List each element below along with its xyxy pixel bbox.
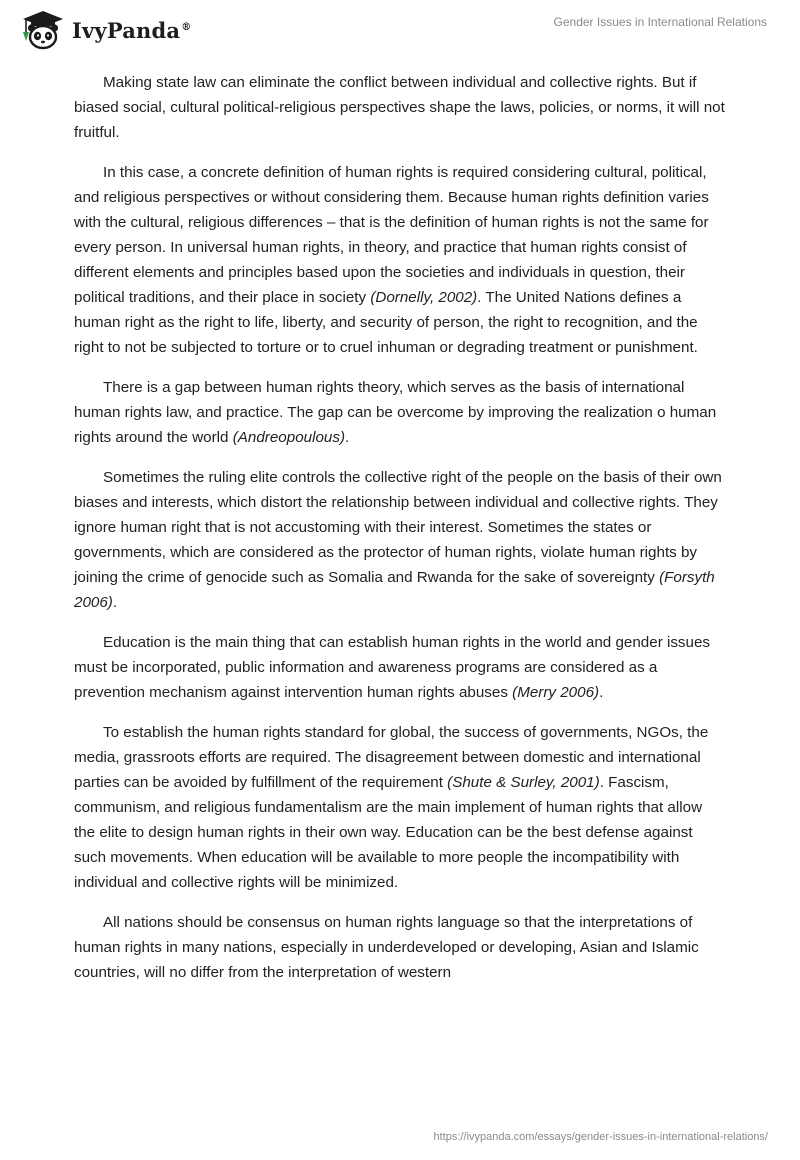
paragraph-1 — [74, 70, 726, 145]
brand-name-text: IvyPanda — [72, 17, 181, 43]
paragraph-5 — [74, 630, 726, 705]
paragraph-text: In this case, a concrete definition of human rights is required considering cultural, political, and religious perspectives or without considering them. Because human rights definition varies with the cultural, religious differences – that is the definition of human rights is not the same for every person. In universal human rights, in theory, and practice that human rights consist of different elements and principles based upon the societies and individuals in question, their political traditions, and their place in society — [74, 164, 709, 306]
registered-mark: ® — [181, 21, 192, 33]
paragraph-2 — [74, 160, 726, 360]
paragraph-text-tail: . — [345, 429, 350, 446]
paragraph-text: Education is the main thing that can establish human rights in the world and gender issues must be incorporated, public information and awareness programs are considered as a prevention mechanism against intervention human rights abuses — [74, 634, 711, 701]
brand-name — [72, 18, 191, 43]
citation: (Shute & Surley, 2001) — [447, 774, 600, 791]
paragraph-4 — [74, 465, 726, 615]
paragraph-6 — [74, 720, 726, 895]
citation: (Forsyth 2006) — [74, 569, 715, 611]
paragraph-text-tail: . — [599, 684, 604, 701]
ivypanda-logo[interactable] — [14, 8, 191, 52]
paragraph-text: Making state law can eliminate the conflict between individual and collective rights. But if biased social, cultural political-religious perspectives shape the laws, policies, or norms, it will not fruitful. — [74, 74, 725, 141]
citation: (Andreopoulous) — [232, 429, 346, 446]
paragraph-text-tail: . The United Nations defines a human right as the right to life, liberty, and security of person, the right to recognition, and the right to not be subjected to torture or to cruel inhuman or degrading treatment or punishment. — [74, 289, 698, 356]
page-header — [0, 0, 800, 60]
document-title: Gender Issues in International Relations — [553, 15, 767, 29]
paragraph-text: Sometimes the ruling elite controls the collective right of the people on the basis of their own biases and interests, which distort the relationship between individual and collective rights. They ignore human right that is not accustoming with their interest. Sometimes the states or governments, which are considered as the protector of human rights, violate human rights by joining the crime of genocide such as Somalia and Rwanda for the sake of sovereignty — [74, 469, 722, 586]
essay-body — [74, 70, 726, 1000]
paragraph-text: All nations should be consensus on human rights language so that the interpretations of human rights in many nations, especially in underdeveloped or developing, Asian and Islamic countries, will no differ from the interpretation of western — [74, 914, 699, 981]
paragraph-3 — [74, 375, 726, 450]
paragraph-text-tail: . Fascism, communism, and religious fundamentalism are the main implement of human rights that allow the elite to design human rights in their own way. Education can be the best defense against such movements. When education will be available to more people the incompatibility with individual and collective rights will be minimized. — [74, 774, 703, 891]
source-url[interactable]: https://ivypanda.com/essays/gender-issues-in-international-relations/ — [433, 1131, 768, 1143]
paragraph-text: There is a gap between human rights theory, which serves as the basis of international human rights law, and practice. The gap can be overcome by improving the realization o human rights around the world — [74, 379, 717, 446]
paragraph-text-tail: . — [112, 594, 118, 611]
citation: (Dornelly, 2002) — [370, 289, 478, 306]
paragraph-text: To establish the human rights standard for global, the success of governments, NGOs, the media, grassroots efforts are required. The disagreement between domestic and international parties can be avoided by fulfillment of the requirement — [74, 724, 709, 791]
citation: (Merry 2006) — [512, 684, 600, 701]
paragraph-7 — [74, 910, 726, 985]
panda-graduate-icon — [14, 8, 70, 52]
